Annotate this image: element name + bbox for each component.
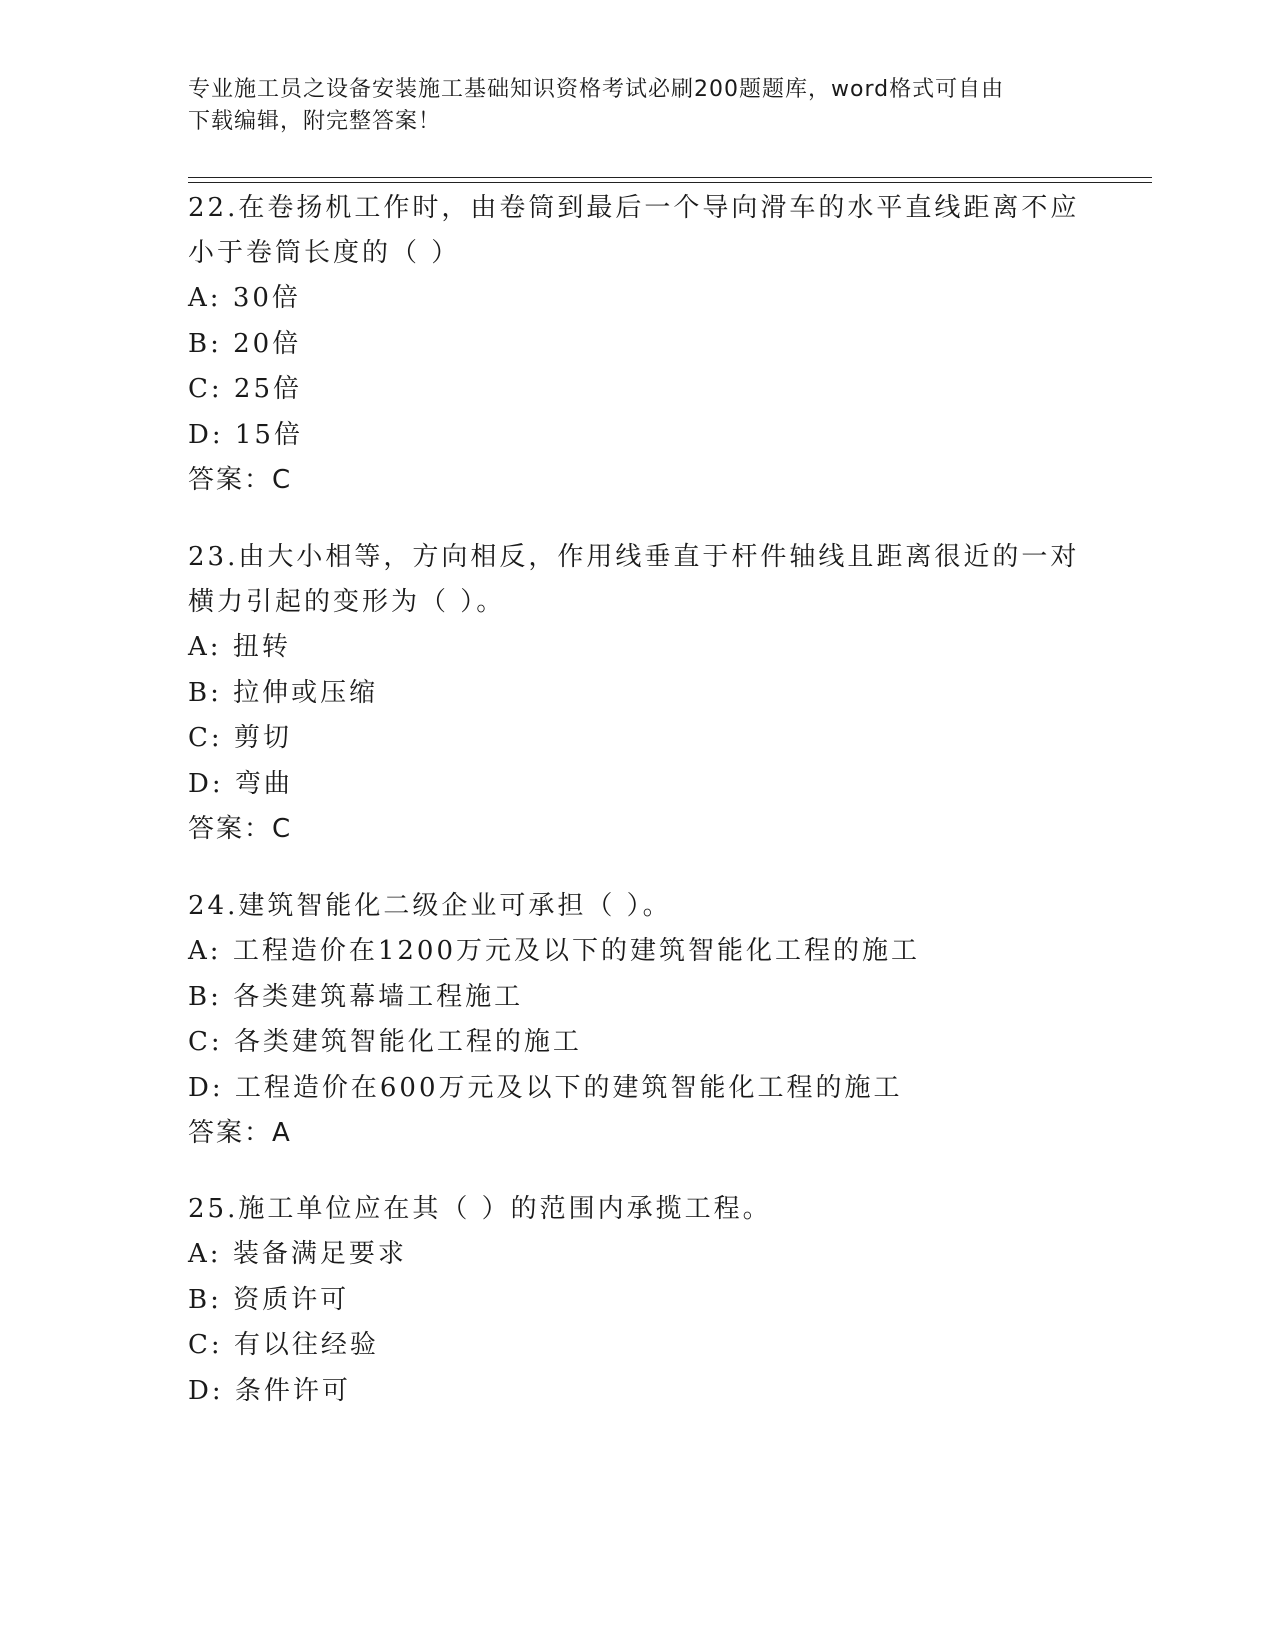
question-title xyxy=(188,884,1088,929)
option-d xyxy=(188,762,1088,808)
option-d xyxy=(188,1369,1088,1415)
question-title-line-2: 横力引起的变形为（ ）。 xyxy=(188,587,506,617)
answer: 答案：C xyxy=(188,465,293,495)
option-text: 各类建筑智能化工程的施工 xyxy=(233,1027,582,1057)
option-text: 条件许可 xyxy=(234,1375,351,1406)
option-a xyxy=(188,929,1088,975)
option-text: 各类建筑幕墙工程施工 xyxy=(233,981,524,1012)
option-text: 有以往经验 xyxy=(233,1330,379,1360)
question-title xyxy=(188,186,1088,276)
option-letter: A: xyxy=(188,283,222,313)
option-text: 装备满足要求 xyxy=(232,1239,407,1269)
option-b xyxy=(188,1278,1088,1324)
document-header xyxy=(188,74,1088,138)
option-letter: A: xyxy=(188,632,222,662)
question-title-line-1: 24.建筑智能化二级企业可承担（ ）。 xyxy=(188,891,672,921)
option-letter: A: xyxy=(188,936,222,966)
option-letter: B: xyxy=(188,328,222,359)
option-letter: D: xyxy=(188,1375,224,1406)
option-c xyxy=(188,1323,1088,1369)
question-24 xyxy=(188,884,1088,1156)
option-d xyxy=(188,413,1088,459)
option-text: 剪切 xyxy=(233,723,292,753)
header-line-1: 专业施工员之设备安装施工基础知识资格考试必刷200题题库，word格式可自由 xyxy=(188,77,1005,102)
option-a xyxy=(188,625,1088,671)
option-text: 15倍 xyxy=(234,419,303,450)
option-c xyxy=(188,716,1088,762)
question-title-line-1: 22.在卷扬机工作时，由卷筒到最后一个导向滑车的水平直线距离不应 xyxy=(188,193,1080,223)
option-d xyxy=(188,1066,1088,1112)
option-a xyxy=(188,1232,1088,1278)
option-b xyxy=(188,975,1088,1021)
option-letter: C: xyxy=(188,374,223,404)
option-text: 25倍 xyxy=(233,374,303,404)
question-title xyxy=(188,535,1088,625)
option-letter: B: xyxy=(188,981,222,1012)
header-line-2: 下载编辑，附完整答案！ xyxy=(188,109,442,134)
answer: 答案：C xyxy=(188,814,293,844)
option-a xyxy=(188,276,1088,322)
option-letter: C: xyxy=(188,1027,223,1057)
header-divider-bottom xyxy=(188,182,1152,183)
option-text: 资质许可 xyxy=(233,1284,350,1315)
option-text: 弯曲 xyxy=(234,768,293,799)
answer: 答案：A xyxy=(188,1118,292,1148)
option-letter: D: xyxy=(188,1072,224,1103)
option-text: 工程造价在1200万元及以下的建筑智能化工程的施工 xyxy=(232,936,920,966)
option-text: 拉伸或压缩 xyxy=(233,677,379,708)
option-letter: C: xyxy=(188,1330,223,1360)
option-letter: B: xyxy=(188,677,222,708)
option-letter: D: xyxy=(188,768,224,799)
question-title xyxy=(188,1187,1088,1232)
option-c xyxy=(188,367,1088,413)
option-letter: D: xyxy=(188,419,224,450)
option-c xyxy=(188,1020,1088,1066)
question-25 xyxy=(188,1187,1088,1414)
option-text: 工程造价在600万元及以下的建筑智能化工程的施工 xyxy=(234,1072,903,1103)
question-23 xyxy=(188,535,1088,852)
option-letter: A: xyxy=(188,1239,222,1269)
option-b xyxy=(188,671,1088,717)
header-divider-top xyxy=(188,177,1152,178)
option-text: 20倍 xyxy=(233,328,302,359)
option-letter: B: xyxy=(188,1284,222,1315)
option-text: 扭转 xyxy=(232,632,291,662)
question-title-line-1: 25.施工单位应在其（ ）的范围内承揽工程。 xyxy=(188,1194,772,1224)
question-22 xyxy=(188,186,1088,503)
question-title-line-2: 小于卷筒长度的（ ） xyxy=(188,238,461,268)
question-title-line-1: 23.由大小相等，方向相反，作用线垂直于杆件轴线且距离很近的一对 xyxy=(188,542,1080,572)
option-text: 30倍 xyxy=(232,283,301,313)
option-b xyxy=(188,322,1088,368)
option-letter: C: xyxy=(188,723,223,753)
